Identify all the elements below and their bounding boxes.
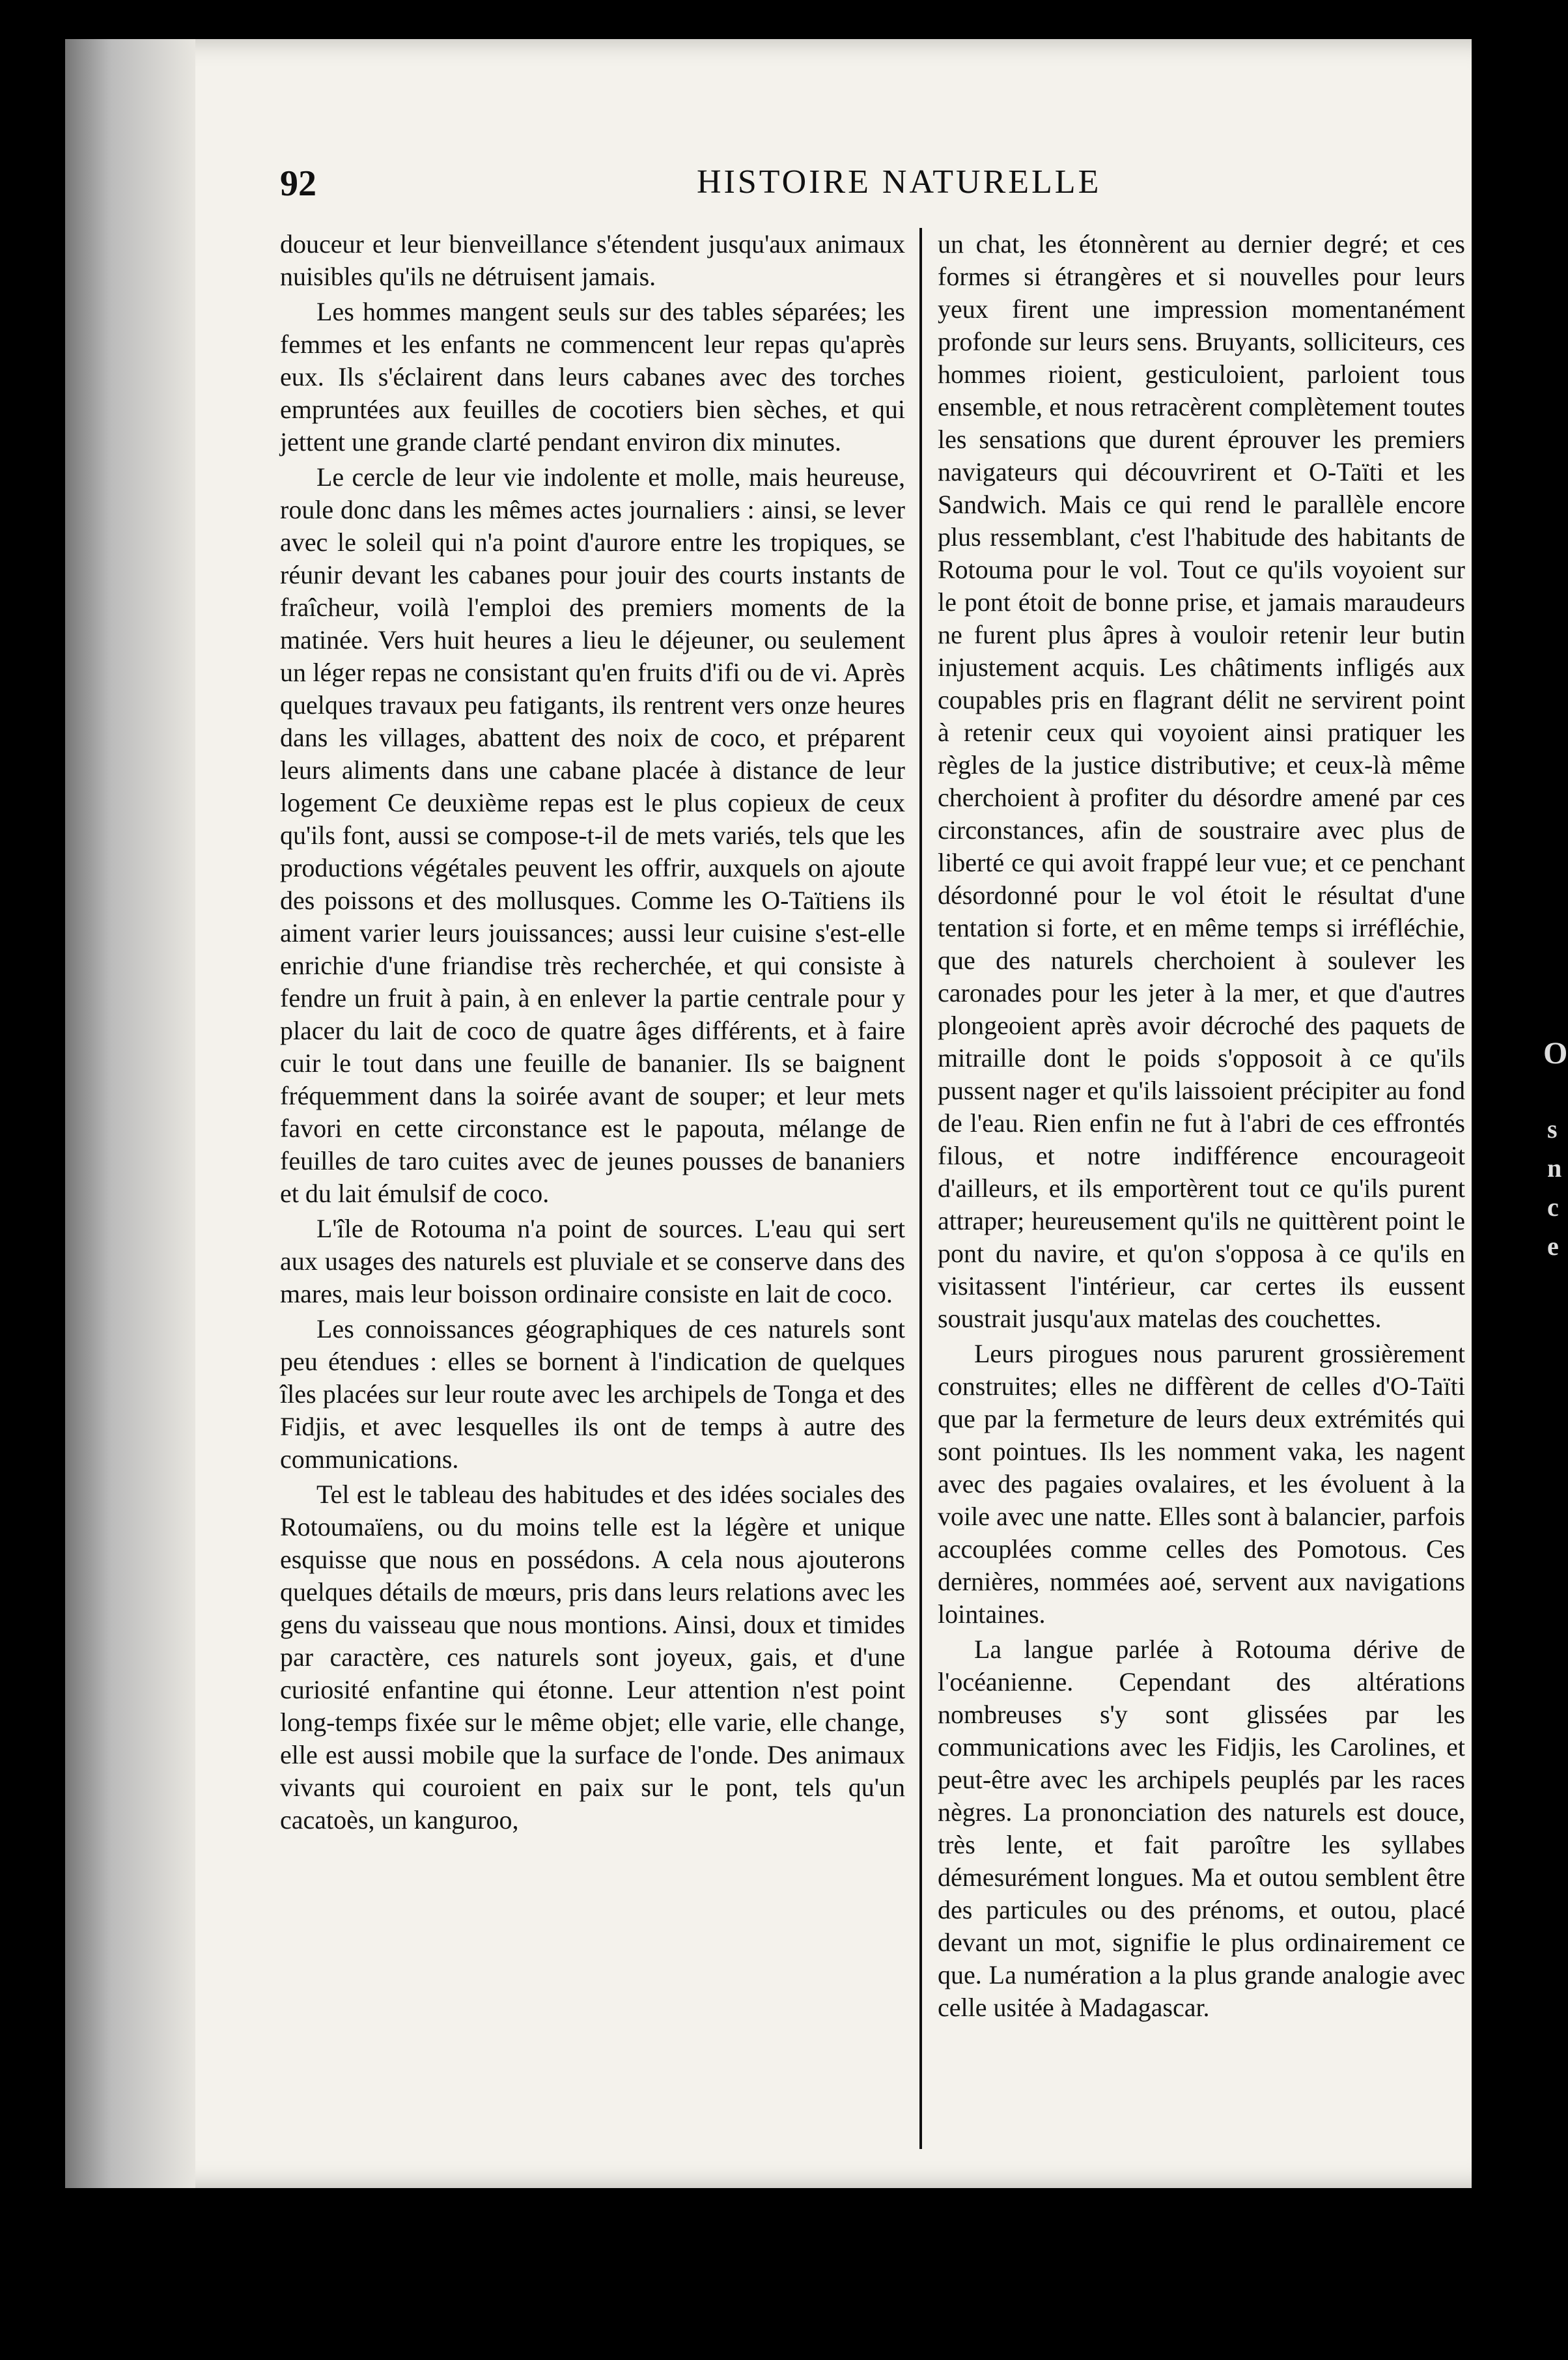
paragraph: Tel est le tableau des habitudes et des idées sociales des Rotoumaïens, ou du moins telle est la légère et unique esquisse que nous en possédons. A cela nous ajouterons quelques détails de mœurs, pris dans leurs relations avec les gens du vaisseau que nous montions. Ainsi, doux et timides par caractère, ces naturels sont joyeux, gais, et d'une curiosité enfantine qui étonne. Leur attention n'est point long-temps fixée sur le même objet; elle varie, elle change, elle est aussi mobile que la surface de l'onde. Des animaux vivants qui couroient en paix sur le pont, tels qu'un cacatoès, un kanguroo, xyxy=(280,1480,905,1834)
paragraph: un chat, les étonnèrent au dernier degré; et ces formes si étrangères et si nouvelles pour leurs yeux firent une impression momentanément profonde sur leurs sens. Bruyants, solliciteurs, ces hommes rioient, gesticuloient, parloient tous ensemble, et nous retracèrent complètement toutes les sensations que durent éprouver les premiers navigateurs qui découvrirent et O-Taïti et les Sandwich. Mais ce qui rend le parallèle encore plus ressemblant, c'est l'habitude des habitants de Rotouma pour le vol. Tout ce qu'ils voyoient sur le pont étoit de bonne prise, et jamais maraudeurs ne furent plus âpres à vouloir retenir leur butin injustement acquis. Les châtiments infligés aux coupables pris en flagrant délit ne servirent point à retenir ceux qui voyoient ainsi pratiquer les règles de la justice distributive; et ceux-là même cherchoient à profiter du désordre amené par ces circonstances, afin de soustraire avec plus de liberté ce qui avoit frappé leur vue; et ce penchant désordonné pour le vol étoit le résultat d'une tentation si forte, et en même temps si irréfléchie, que des naturels cherchoient à soulever les caronades pour les jeter à la mer, et que d'autres plongeoient après avoir décroché des paquets de mitraille dont le poids s'opposoit à ce qu'ils pussent nager et qu'ils laissoient précipiter au fond de l'eau. Rien enfin ne fut à l'abri de ces effrontés filous, et notre indifférence encourageoit d'ailleurs, et ils emportèrent tout ce qu'ils purent attraper; heureusement qu'ils ne quittèrent point le pont du navire, et qu'on s'opposa à ce qu'ils en visitassent l'intérieur, car certes ils eussent soustrait jusqu'aux matelas des couchettes. xyxy=(938,229,1465,1333)
right-column xyxy=(938,228,1465,2116)
paragraph: L'île de Rotouma n'a point de sources. L'eau qui sert aux usages des naturels est pluviale et se conserve dans des mares, mais leur boisson ordinaire consiste en lait de coco. xyxy=(280,1214,905,1308)
paragraph: Leurs pirogues nous parurent grossièrement construites; elles ne diffèrent de celles d'O-Taïti que par la fermeture de leurs deux extrémités qui sont pointues. Ils les nomment vaka, les nagent avec des pagaies ovalaires, et les évoluent à la voile avec une natte. Elles sont à balancier, parfois accouplées comme celles des Pomotous. Ces dernières, nommées aoé, servent aux navigations lointaines. xyxy=(938,1339,1465,1629)
page-number: 92 xyxy=(280,163,316,204)
running-title: HISTOIRE NATURELLE xyxy=(697,163,1102,201)
facing-page-letter: c xyxy=(1547,1192,1559,1222)
left-column xyxy=(280,228,905,1836)
paragraph: Le cercle de leur vie indolente et molle, mais heureuse, roule donc dans les mêmes actes journaliers : ainsi, se lever avec le soleil qui n'a point d'aurore entre les tropiques, se réunir devant les cabanes pour jouir des courts instants de fraîcheur, voilà l'emploi des premiers moments de la matinée. Vers huit heures a lieu le déjeuner, ou seulement un léger repas ne consistant qu'en fruits d'ifi ou de vi. Après quelques travaux peu fatigants, ils rentrent vers onze heures dans les villages, abattent des noix de coco, et préparent leurs aliments dans une cabane placée à distance de leur logement Ce deuxième repas est le plus copieux de ceux qu'ils font, aussi se compose-t-il de mets variés, tels que les productions végétales peuvent les offrir, auxquels on ajoute des poissons et des mollusques. Comme les O-Taïtiens ils aiment varier leurs jouissances; aussi leur cuisine s'est-elle enrichie d'une friandise très recherchée, et qui consiste à fendre un fruit à pain, à en enlever la partie centrale pour y placer du lait de coco de quatre âges différents, et à faire cuir le tout dans une feuille de bananier. Ils se baignent fréquemment dans la soirée avant de souper; et leur mets favori en cette circonstance est le papouta, mélange de feuilles de taro cuites avec de jeunes pousses de bananiers et du lait émulsif de coco. xyxy=(280,462,905,1208)
paragraph: douceur et leur bienveillance s'étendent jusqu'aux animaux nuisibles qu'ils ne détruisent jamais. xyxy=(280,229,905,291)
paragraph: La langue parlée à Rotouma dérive de l'océanienne. Cependant des altérations nombreuses s'y sont glissées par les communications avec les Fidjis, les Carolines, et peut-être avec les archipels peuplés par les races nègres. La prononciation des naturels est douce, très lente, et fait paroître les syllabes démesurément longues. Ma et outou semblent être des particules ou des prénoms, et outou, placé devant un mot, signifie le plus ordinairement ce que. La numération a la plus grande analogie avec celle usitée à Madagascar. xyxy=(938,1635,1465,2022)
page-gutter-shadow xyxy=(65,39,195,2188)
paragraph: Les connoissances géographiques de ces naturels sont peu étendues : elles se bornent à l'indication de quelques îles placées sur leur route avec les archipels de Tonga et des Fidjis, et avec lesquelles ils ont de temps à autre des communications. xyxy=(280,1314,905,1474)
facing-page-letter: s xyxy=(1547,1114,1558,1144)
facing-page-letter: n xyxy=(1547,1153,1562,1183)
paragraph: Les hommes mangent seuls sur des tables séparées; les femmes et les enfants ne commencent leur repas qu'après eux. Ils s'éclairent dans leurs cabanes avec des torches empruntées aux feuilles de cocotiers bien sèches, et qui jettent une grande clarté pendant environ dix minutes. xyxy=(280,297,905,457)
facing-page-letter: e xyxy=(1547,1231,1559,1261)
column-rule xyxy=(919,228,922,2149)
facing-page-letter: O xyxy=(1543,1036,1568,1071)
page-header xyxy=(280,163,1140,215)
